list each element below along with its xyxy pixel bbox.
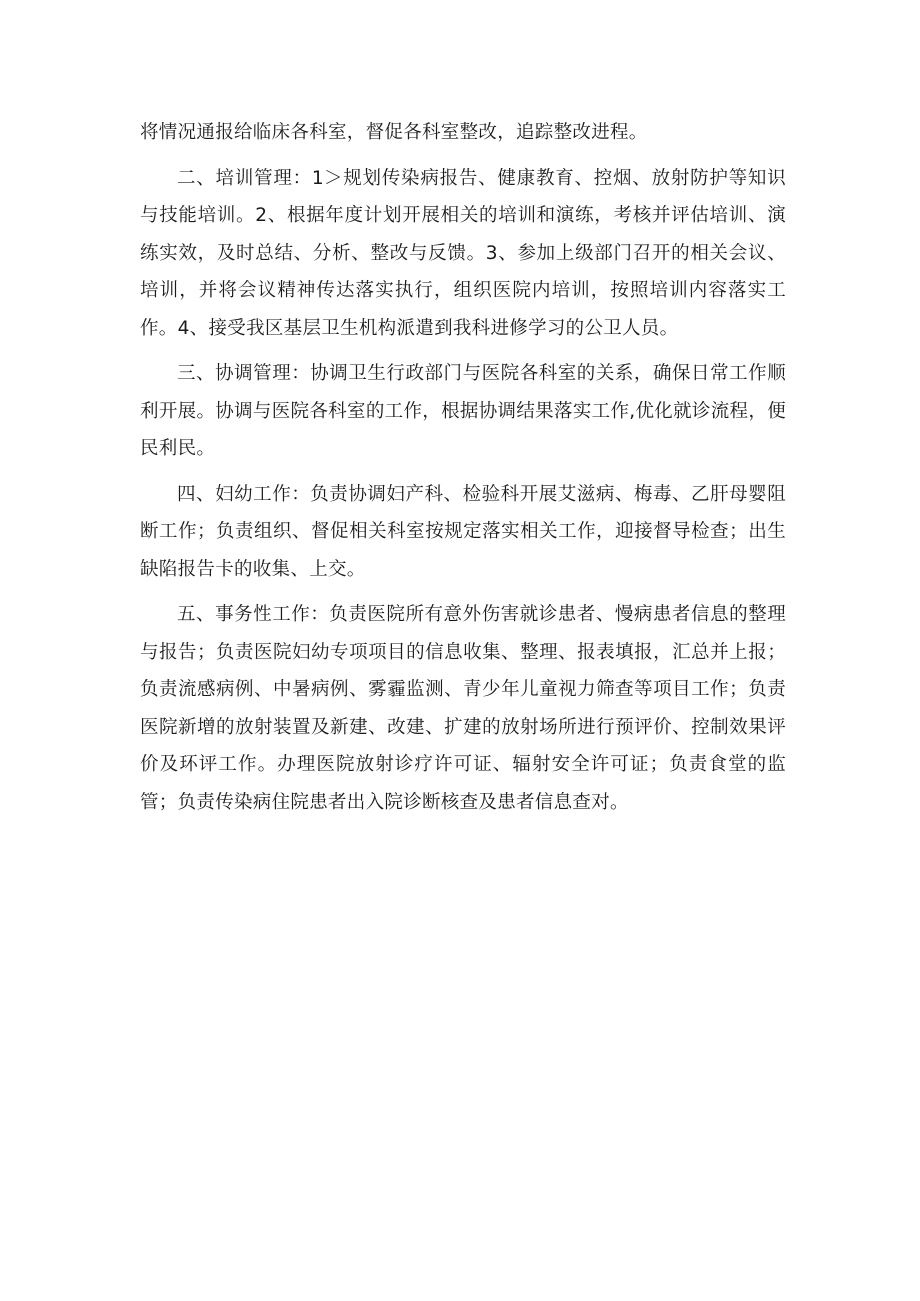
paragraph-maternal-child-work: 四、妇幼工作：负责协调妇产科、检验科开展艾滋病、梅毒、乙肝母婴阻断工作；负责组织、督促相关科室按规定落实相关工作，迎接督导检查；出生缺陷报告卡的收集、上交。 — [140, 483, 786, 580]
paragraph-continuation: 将情况通报给临床各科室，督促各科室整改，追踪整改进程。 — [140, 122, 648, 143]
paragraph-administrative-work: 五、事务性工作：负责医院所有意外伤害就诊患者、慢病患者信息的整理与报告；负责医院妇幼专项项目的信息收集、整理、报表填报，汇总并上报；负责流感病例、中暑病例、雾霾监测、青少年儿童视力筛查等项目工作；负责医院新增的放射装置及新建、改建、扩建的放射场所进行预评价、控制效果评价及环评工作。办理医院放射诊疗许可证、辐射安全许可证；负责食堂的监管；负责传染病住院患者出入院诊断核查及患者信息查对。 — [140, 604, 786, 813]
paragraph-coordination-management: 三、协调管理：协调卫生行政部门与医院各科室的关系，确保日常工作顺利开展。协调与医院各科室的工作，根据协调结果落实工作,优化就诊流程，便民利民。 — [140, 363, 786, 459]
paragraph-training-management: 二、培训管理：1＞规划传染病报告、健康教育、控烟、放射防护等知识与技能培训。2、根据年度计划开展相关的培训和演练，考核并评估培训、演练实效，及时总结、分析、整改与反馈。3、参加上级部门召开的相关会议、培训，并将会议精神传达落实执行，组织医院内培训，按照培训内容落实工作。4、接受我区基层卫生机构派遣到我科进修学习的公卫人员。 — [140, 167, 786, 339]
document-body — [140, 114, 786, 829]
